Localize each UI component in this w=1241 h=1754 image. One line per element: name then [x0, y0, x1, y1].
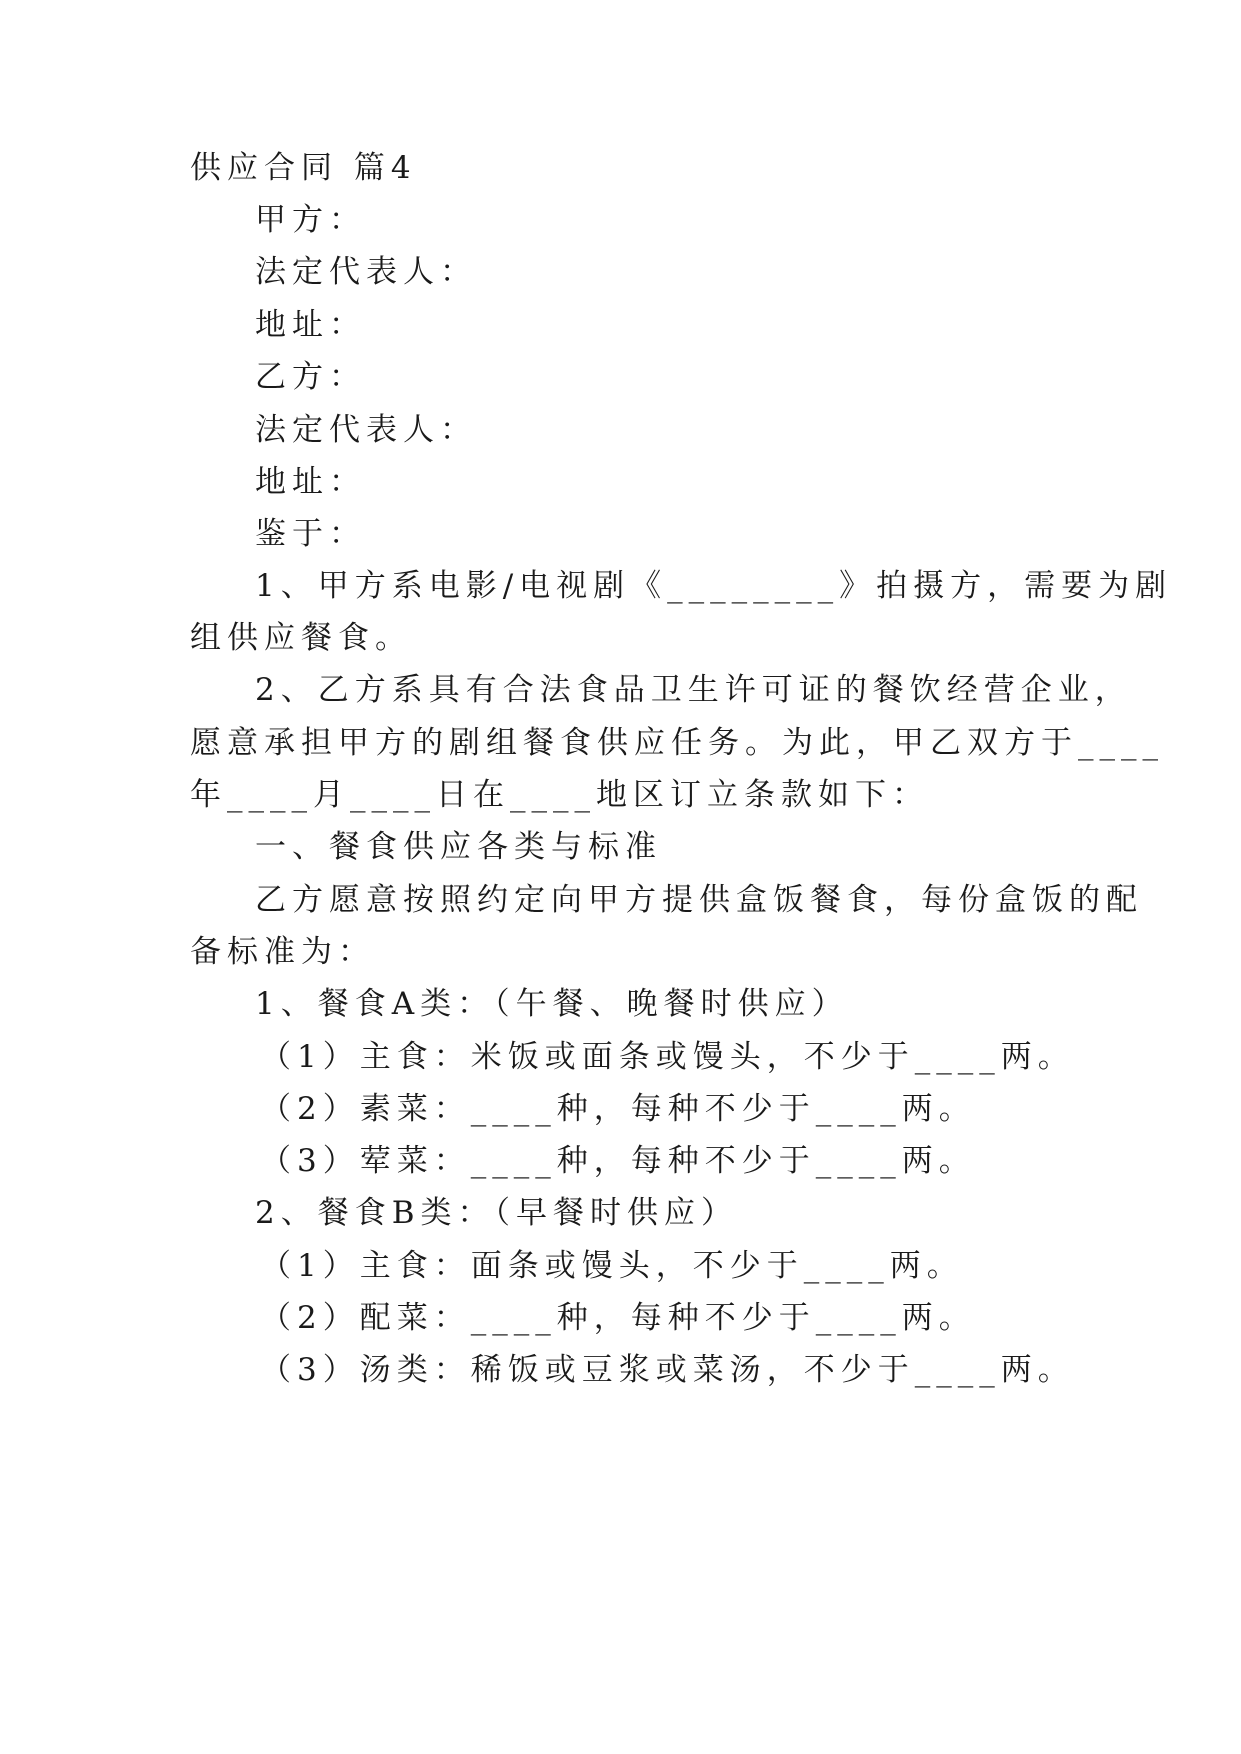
recital-1-line-1: 1、甲方系电影/电视剧《________》拍摄方，需要为剧	[255, 568, 1173, 604]
recital-2-line-2: 愿意承担甲方的剧组餐食供应任务。为此，甲乙双方于____	[190, 725, 1164, 761]
meal-b-item-2: （2）配菜：____种，每种不少于____两。	[260, 1300, 976, 1336]
party-a-address: 地址：	[255, 307, 366, 343]
meal-b-heading: 2、餐食B类：（早餐时供应）	[255, 1195, 739, 1231]
party-b-legal-rep: 法定代表人：	[255, 412, 477, 448]
meal-a-item-1: （1）主食：米饭或面条或馒头，不少于____两。	[260, 1039, 1075, 1075]
recital-2-line-1: 2、乙方系具有合法食品卫生许可证的餐饮经营企业，	[255, 672, 1132, 708]
party-a-label: 甲方：	[255, 202, 366, 238]
meal-a-item-3: （3）荤菜：____种，每种不少于____两。	[260, 1143, 976, 1179]
meal-a-heading: 1、餐食A类：（午餐、晚餐时供应）	[255, 986, 849, 1022]
section-1-heading: 一、餐食供应各类与标准	[255, 829, 662, 865]
meal-b-item-1: （1）主食：面条或馒头，不少于____两。	[260, 1248, 964, 1284]
recital-2-line-3: 年____月____日在____地区订立条款如下：	[190, 777, 929, 813]
party-a-legal-rep: 法定代表人：	[255, 254, 477, 290]
recital-1-line-2: 组供应餐食。	[190, 620, 412, 656]
whereas-label: 鉴于：	[255, 516, 366, 552]
meal-b-item-3: （3）汤类：稀饭或豆浆或菜汤，不少于____两。	[260, 1352, 1075, 1388]
meal-a-item-2: （2）素菜：____种，每种不少于____两。	[260, 1091, 976, 1127]
party-b-address: 地址：	[255, 464, 366, 500]
section-1-body-line-1: 乙方愿意按照约定向甲方提供盒饭餐食，每份盒饭的配	[255, 882, 1143, 918]
document-title: 供应合同 篇4	[190, 150, 417, 186]
party-b-label: 乙方：	[255, 359, 366, 395]
section-1-body-line-2: 备标准为：	[190, 934, 375, 970]
